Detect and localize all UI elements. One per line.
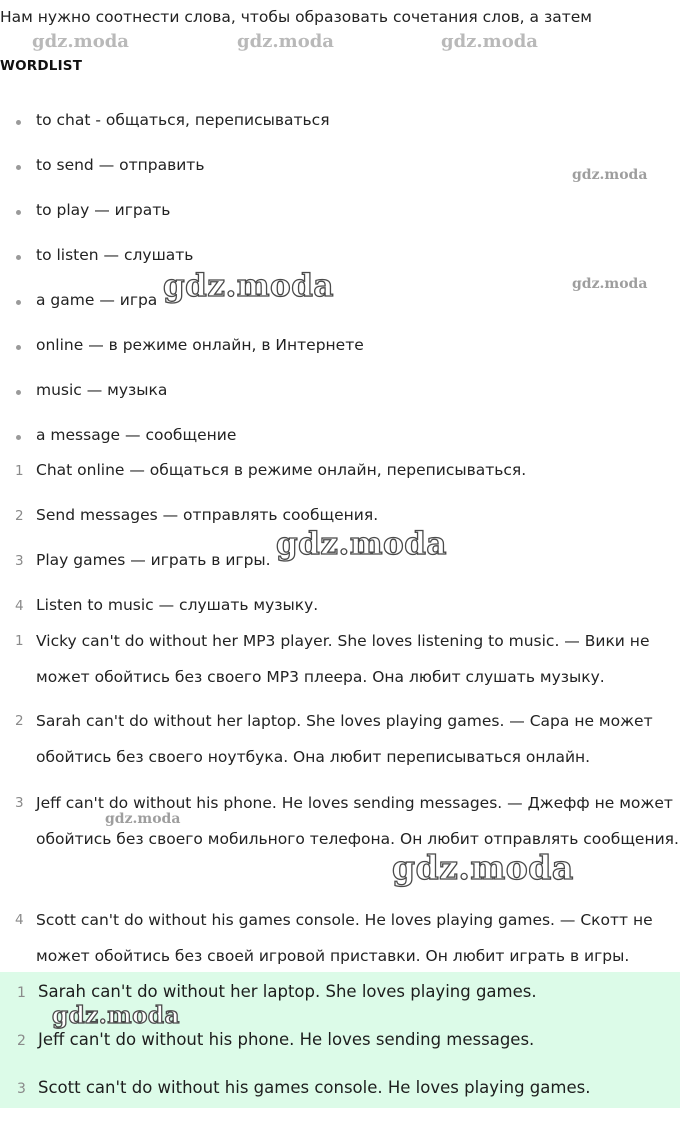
phrase-item: Send messages — отправлять сообщения. [36, 506, 379, 524]
sentence-number: 1 [15, 633, 24, 649]
answer-number: 3 [17, 1081, 26, 1097]
watermark-text: gdz.moda [441, 31, 538, 52]
phrase-number: 3 [15, 553, 24, 569]
phrase-item: Play games — играть в игры. [36, 551, 271, 569]
sentence-paragraph: Scott can't do without his games console. He loves playing games. — Скотт не может обойтись без своей игровой приставки. Он любит играть в игры. [36, 911, 653, 965]
watermark-text: gdz.moda [276, 526, 447, 562]
answer-item: Scott can't do without his games console. He loves playing games. [38, 1078, 591, 1097]
answer-item: Jeff can't do without his phone. He loves sending messages. [38, 1030, 535, 1049]
wordlist-item: to play — играть [36, 201, 171, 219]
wordlist-heading: WORDLIST [0, 58, 83, 74]
phrase-number: 2 [15, 508, 24, 524]
answer-number: 2 [17, 1033, 26, 1049]
wordlist-item: online — в режиме онлайн, в Интернете [36, 336, 364, 354]
watermark-text: gdz.moda [572, 167, 648, 183]
sentence-number: 2 [15, 713, 24, 729]
wordlist-item: to listen — слушать [36, 246, 194, 264]
watermark-text: gdz.moda [163, 268, 334, 304]
watermark-text: gdz.moda [572, 276, 648, 292]
sentence-paragraph: Jeff can't do without his phone. He loves sending messages. — Джефф не может обойтись без своего мобильного телефона. Он любит отправлять сообщения. [36, 794, 679, 848]
phrase-number: 1 [15, 463, 24, 479]
wordlist-item: music — музыка [36, 381, 168, 399]
watermark-text: gdz.moda [52, 1002, 180, 1029]
answer-item: Sarah can't do without her laptop. She loves playing games. [38, 982, 537, 1001]
phrase-number: 4 [15, 598, 24, 614]
wordlist-item: a message — сообщение [36, 426, 237, 444]
sentence-paragraph: Vicky can't do without her MP3 player. She loves listening to music. — Вики не может обойтись без своего MP3 плеера. Она любит слушать музыку. [36, 632, 650, 686]
watermark-text: gdz.moda [392, 848, 574, 887]
watermark-text: gdz.moda [105, 811, 181, 827]
watermark-text: gdz.moda [237, 31, 334, 52]
wordlist-item: to send — отправить [36, 156, 205, 174]
wordlist-item: to chat - общаться, переписываться [36, 111, 330, 129]
bullet-dot [16, 300, 21, 305]
bullet-dot [16, 255, 21, 260]
bullet-dot [16, 435, 21, 440]
bullet-dot [16, 210, 21, 215]
sentence-number: 3 [15, 795, 24, 811]
sentence-number: 4 [15, 912, 24, 928]
phrase-item: Chat online — общаться в режиме онлайн, переписываться. [36, 461, 527, 479]
phrase-item: Listen to music — слушать музыку. [36, 596, 319, 614]
watermark-text: gdz.moda [32, 31, 129, 52]
bullet-dot [16, 390, 21, 395]
intro-text: Нам нужно соотнести слова, чтобы образовать сочетания слов, а затем [0, 8, 592, 26]
bullet-dot [16, 345, 21, 350]
sentence-paragraph: Sarah can't do without her laptop. She loves playing games. — Сара не может обойтись без своего ноутбука. Она любит переписываться онлайн. [36, 712, 653, 766]
wordlist-item: a game — игра [36, 291, 158, 309]
bullet-dot [16, 120, 21, 125]
answer-number: 1 [17, 985, 26, 1001]
bullet-dot [16, 165, 21, 170]
